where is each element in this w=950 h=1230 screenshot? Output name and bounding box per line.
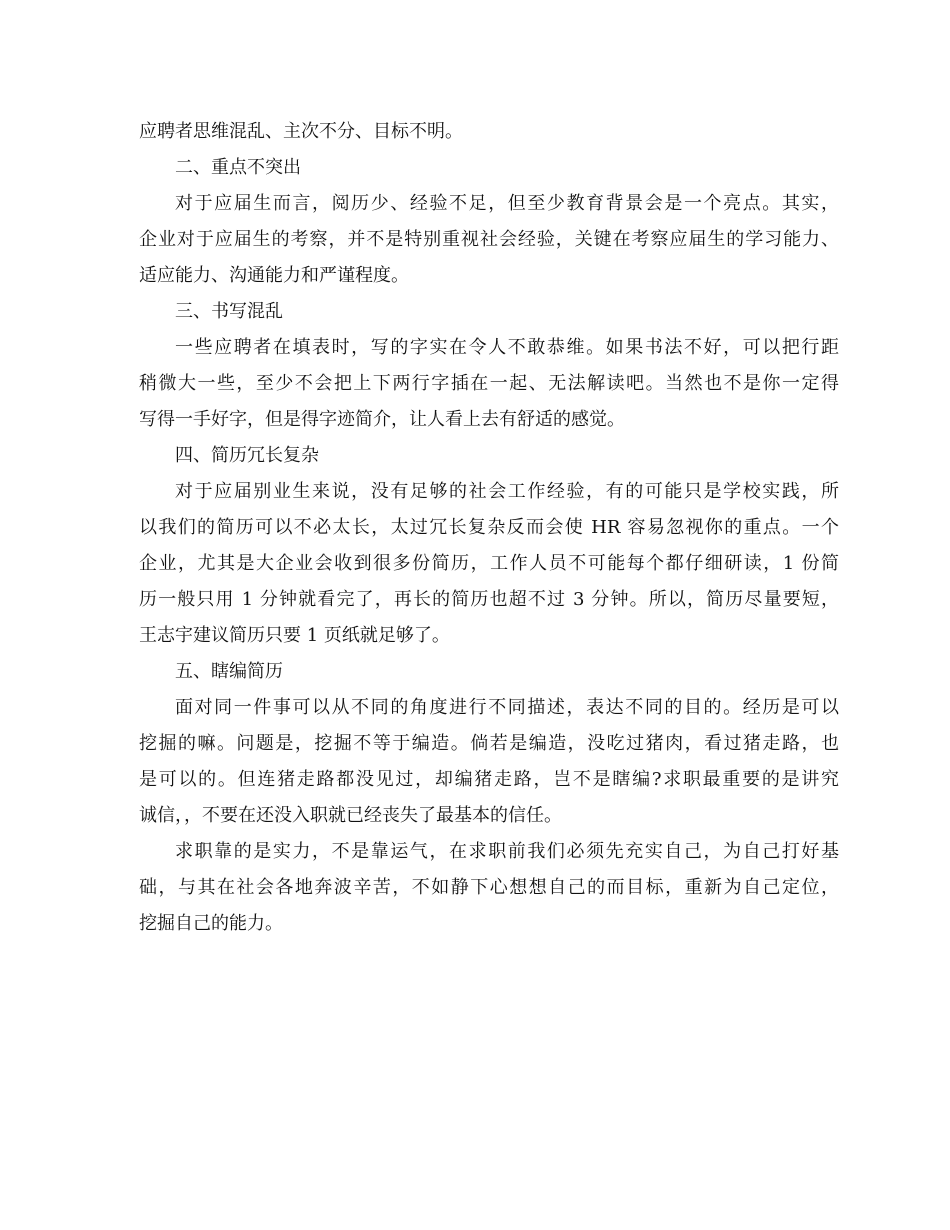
- paragraph-line: 写得一手好字，但是得字迹简介，让人看上去有舒适的感觉。: [139, 409, 625, 430]
- paragraph-line: 王志宇建议简历只要 1 页纸就足够了。: [139, 625, 450, 646]
- section-heading-4: 四、简历冗长复杂: [175, 445, 319, 466]
- paragraph-line: 适应能力、沟通能力和严谨程度。: [139, 265, 409, 286]
- paragraph-continuation-line: 应聘者思维混乱、主次不分、目标不明。: [139, 121, 463, 142]
- paragraph-line: 稍微大一些，至少不会把上下两行字插在一起、无法解读吧。当然也不是你一定得: [139, 373, 839, 394]
- section-heading-3: 三、书写混乱: [175, 301, 283, 322]
- paragraph-line: 对于应届生而言，阅历少、经验不足，但至少教育背景会是一个亮点。其实，: [175, 193, 839, 214]
- closing-paragraph-line: 求职靠的是实力，不是靠运气，在求职前我们必须先充实自己，为自己打好基: [175, 841, 839, 862]
- section-heading-2: 二、重点不突出: [175, 157, 301, 178]
- paragraph-line: 企业对于应届生的考察，并不是特别重视社会经验，关键在考察应届生的学习能力、: [139, 229, 839, 250]
- paragraph-line: 企业，尤其是大企业会收到很多份简历，工作人员不可能每个都仔细研读，1 份简: [139, 553, 839, 574]
- paragraph-line: 以我们的简历可以不必太长，太过冗长复杂反而会使 HR 容易忽视你的重点。一个: [139, 517, 839, 538]
- paragraph-line: 诚信，，不要在还没入职就已经丧失了最基本的信任。: [139, 805, 562, 826]
- paragraph-line: 历一般只用 1 分钟就看完了，再长的简历也超不过 3 分钟。所以，简历尽量要短，: [139, 589, 839, 610]
- paragraph-line: 一些应聘者在填表时，写的字实在令人不敢恭维。如果书法不好，可以把行距: [175, 337, 839, 358]
- paragraph-line: 挖掘的嘛。问题是，挖掘不等于编造。倘若是编造，没吃过猪肉，看过猪走路，也: [139, 733, 839, 754]
- paragraph-line: 面对同一件事可以从不同的角度进行不同描述，表达不同的目的。经历是可以: [175, 697, 839, 718]
- paragraph-line: 是可以的。但连猪走路都没见过，却编猪走路，岂不是瞎编?求职最重要的是讲究: [139, 769, 839, 790]
- paragraph-line: 对于应届别业生来说，没有足够的社会工作经验，有的可能只是学校实践，所: [175, 481, 839, 502]
- section-heading-5: 五、瞎编简历: [175, 661, 283, 682]
- closing-paragraph-line: 础，与其在社会各地奔波辛苦，不如静下心想想自己的而目标，重新为自己定位，: [139, 877, 839, 898]
- closing-paragraph-line: 挖掘自己的能力。: [139, 913, 283, 934]
